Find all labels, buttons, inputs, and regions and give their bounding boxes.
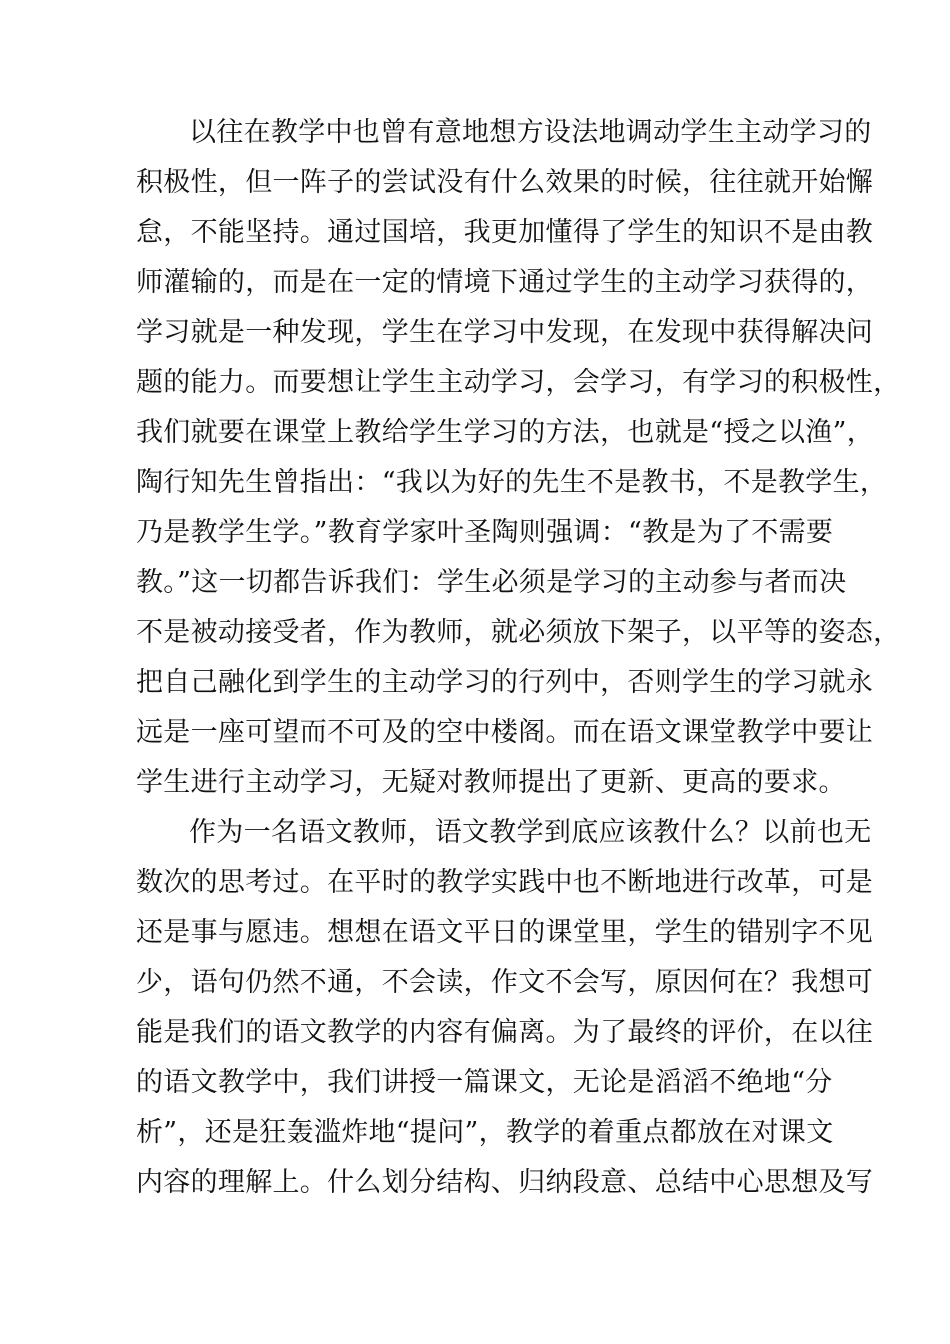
paragraph-line: 题的能力。而要想让学生主动学习，会学习，有学习的积极性，: [136, 367, 901, 398]
paragraph-line: 积极性，但一阵子的尝试没有什么效果的时候，往往就开始懈: [136, 167, 874, 198]
paragraph-1: [136, 108, 901, 808]
paragraph-line: 学习就是一种发现，学生在学习中发现，在发现中获得解决问: [136, 317, 874, 348]
paragraph-line: 析”，还是狂轰滥炸地“提问”，教学的着重点都放在对课文: [136, 1117, 834, 1148]
paragraph-line: 作为一名语文教师，语文教学到底应该教什么？以前也无: [189, 817, 872, 848]
paragraph-line: 教。”这一切都告诉我们：学生必须是学习的主动参与者而决: [136, 567, 847, 598]
paragraph-line: 内容的理解上。什么划分结构、归纳段意、总结中心思想及写: [136, 1167, 874, 1198]
paragraph-line: 的语文教学中，我们讲授一篇课文，无论是滔滔不绝地“分: [136, 1067, 833, 1098]
paragraph-line: 少，语句仍然不通，不会读，作文不会写，原因何在？我想可: [136, 967, 874, 998]
paragraph-line: 师灌输的，而是在一定的情境下通过学生的主动学习获得的，: [136, 267, 874, 298]
paragraph-line: 不是被动接受者，作为教师，就必须放下架子，以平等的姿态，: [136, 617, 901, 648]
paragraph-line: 还是事与愿违。想想在语文平日的课堂里，学生的错别字不见: [136, 917, 874, 948]
body-text: [136, 108, 901, 1208]
paragraph-line: 怠，不能坚持。通过国培，我更加懂得了学生的知识不是由教: [136, 217, 874, 248]
paragraph-line: 数次的思考过。在平时的教学实践中也不断地进行改革，可是: [136, 867, 874, 898]
paragraph-line: 能是我们的语文教学的内容有偏离。为了最终的评价，在以往: [136, 1017, 874, 1048]
paragraph-line: 把自己融化到学生的主动学习的行列中，否则学生的学习就永: [136, 667, 874, 698]
paragraph-line: 陶行知先生曾指出：“我以为好的先生不是教书，不是教学生，: [136, 467, 888, 498]
paragraph-line: 我们就要在课堂上教给学生学习的方法，也就是“授之以渔”，: [136, 417, 875, 448]
paragraph-2: [136, 808, 874, 1208]
paragraph-line: 远是一座可望而不可及的空中楼阁。而在语文课堂教学中要让: [136, 717, 874, 748]
paragraph-line: 学生进行主动学习，无疑对教师提出了更新、更高的要求。: [136, 767, 846, 798]
paragraph-line: 乃是教学生学。”教育学家叶圣陶则强调：“教是为了不需要: [136, 517, 834, 548]
paragraph-line: 以往在教学中也曾有意地想方设法地调动学生主动学习的: [189, 117, 872, 148]
